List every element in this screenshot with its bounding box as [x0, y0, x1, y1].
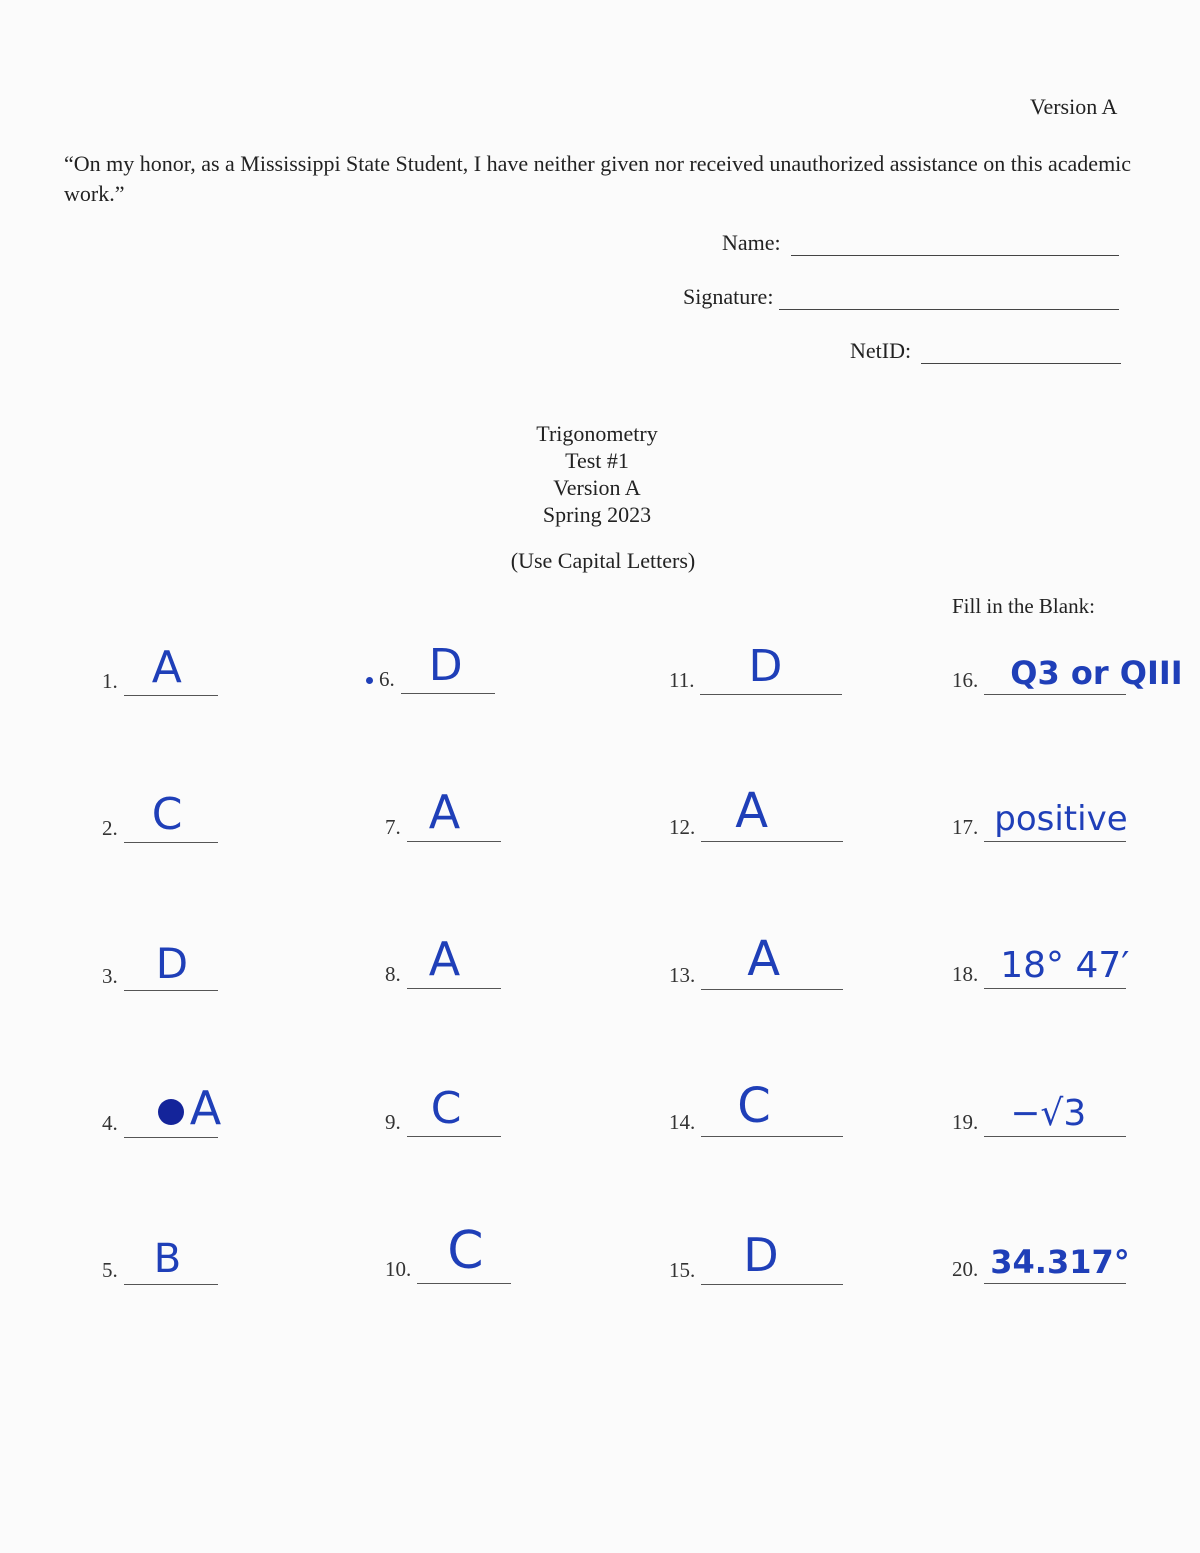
answer-item: 7. A: [385, 801, 501, 842]
course-title: Trigonometry: [536, 421, 658, 446]
handwritten-answer: C: [737, 1078, 771, 1134]
answer-blank[interactable]: [984, 945, 1130, 989]
scribbled-out-mark: [158, 1099, 184, 1125]
answer-item: 4. A: [102, 1097, 218, 1138]
handwritten-answer: Q3 or QIII: [1010, 654, 1183, 692]
answer-blank[interactable]: [124, 642, 218, 696]
handwritten-answer: A: [735, 783, 769, 839]
answer-item: 14. C: [669, 1096, 843, 1137]
fill-in-blank-label: Fill in the Blank:: [952, 594, 1095, 618]
answer-item: 12. A: [669, 801, 843, 842]
handwritten-answer: D: [155, 939, 189, 988]
answer-blank[interactable]: [124, 1236, 218, 1285]
answer-item: 8. A: [385, 948, 501, 989]
handwritten-answer: C: [151, 789, 183, 840]
signature-line[interactable]: [779, 287, 1119, 310]
answer-item: 1. A: [102, 655, 218, 696]
answer-blank[interactable]: [124, 789, 218, 843]
answer-item: 3. D: [102, 950, 218, 991]
answer-item: 9. C: [385, 1096, 501, 1137]
signature-label: Signature:: [683, 284, 774, 309]
answer-blank[interactable]: [984, 801, 1126, 842]
answer-blank[interactable]: [984, 654, 1183, 695]
handwritten-answer: 34.317°: [990, 1243, 1130, 1281]
handwritten-answer: A: [428, 785, 461, 839]
netid-line[interactable]: [921, 341, 1121, 364]
answer-item: 17. positive: [952, 801, 1126, 842]
handwritten-answer: A: [151, 642, 182, 693]
test-number: Test #1: [565, 448, 629, 473]
answer-item: 5. B: [102, 1244, 218, 1285]
answer-blank[interactable]: [984, 1093, 1126, 1137]
answer-blank[interactable]: [407, 1083, 501, 1137]
version-label: Version A: [1030, 94, 1118, 119]
answer-item: 15. D: [669, 1244, 843, 1285]
handwritten-answer: A: [747, 931, 781, 987]
bullet-mark: [366, 677, 373, 684]
title-block: [447, 420, 747, 528]
handwritten-answer: −√3: [1010, 1093, 1087, 1134]
answer-blank[interactable]: [124, 1081, 222, 1138]
term: Spring 2023: [542, 502, 652, 527]
signature-field: [683, 284, 1119, 310]
handwritten-answer: A: [158, 1081, 221, 1135]
handwritten-answer: A: [428, 932, 461, 986]
name-line[interactable]: [791, 233, 1119, 256]
handwritten-answer: C: [447, 1221, 484, 1281]
answer-item: 2. C: [102, 802, 218, 843]
netid-label: NetID:: [850, 338, 912, 363]
answer-item: 20. 34.317°: [952, 1243, 1126, 1284]
handwritten-answer: B: [153, 1236, 182, 1282]
name-field: [722, 230, 1119, 256]
answer-blank[interactable]: [407, 932, 501, 989]
honor-statement: “On my honor, as a Mississippi State Student, I have neither given nor received unauthorized assistance on this academic work.”: [64, 151, 1132, 206]
netid-field: [850, 338, 1121, 364]
handwritten-answer: positive: [994, 799, 1128, 839]
instruction: (Use Capital Letters): [510, 548, 696, 573]
answer-blank[interactable]: [407, 785, 501, 842]
answer-item: 18. 18° 47′: [952, 948, 1126, 989]
answer-item: 10. C: [385, 1243, 511, 1284]
test-version: Version A: [553, 475, 641, 500]
handwritten-answer: 18° 47′: [1000, 945, 1130, 986]
answer-item: 11. D: [669, 654, 842, 695]
answer-item: 16. Q3 or QIII: [952, 654, 1126, 695]
handwritten-answer: D: [743, 1228, 779, 1282]
answer-blank[interactable]: [401, 640, 495, 694]
handwritten-answer: D: [748, 641, 783, 692]
answer-item: 6. D: [366, 653, 495, 694]
handwritten-answer: D: [428, 640, 463, 691]
answer-item: 19. −√3: [952, 1096, 1126, 1137]
name-label: Name:: [722, 230, 781, 255]
answer-blank[interactable]: [984, 1243, 1130, 1284]
answer-blank[interactable]: [700, 641, 842, 695]
answer-blank[interactable]: [124, 939, 218, 991]
handwritten-answer: C: [430, 1083, 462, 1134]
answer-item: 13. A: [669, 949, 843, 990]
